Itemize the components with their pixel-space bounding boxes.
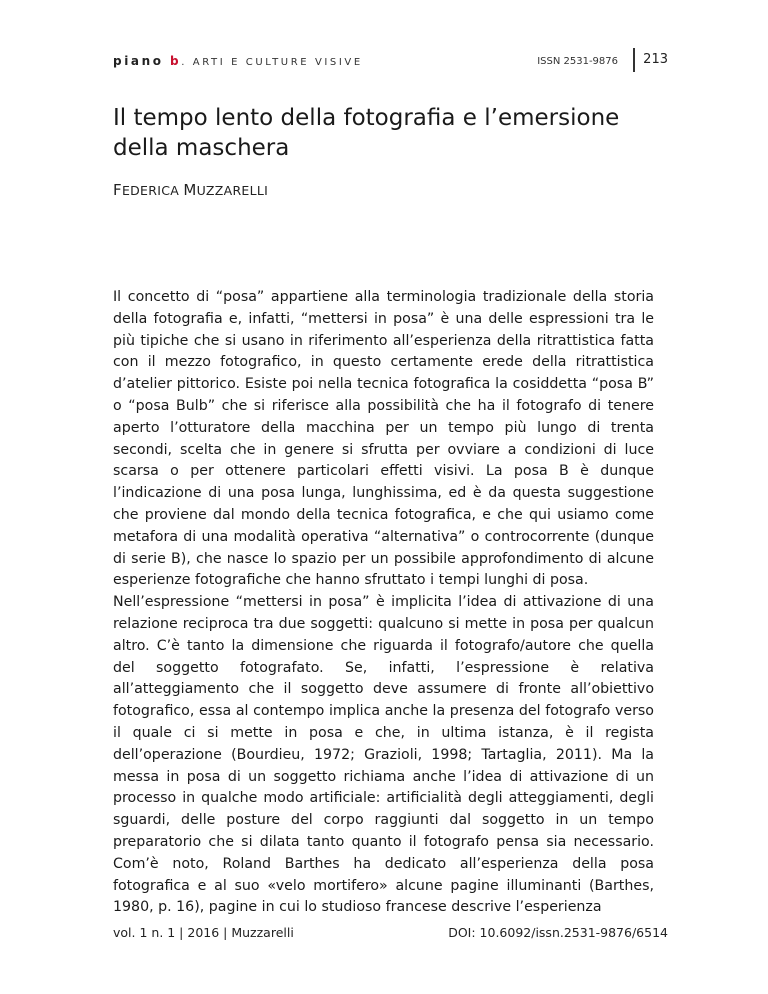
body-paragraph: Il concetto di “posa” appartiene alla terminologia tradizionale della storia della fotografia e, infatti, “mettersi in posa” è una delle espressioni tra le più tipiche che si usano in riferimento all’esperienza della ritrattistica fatta con il mezzo fotografico, in questo certamente erede della ritrattistica d’atelier pittorico. Esiste poi nella tecnica fotografica la cosiddetta “posa B” o “posa Bulb” che si riferisce alla possibilità che ha il fotografo di tenere aperto l’otturatore della macchina per un tempo più lungo di trenta secondi, scelta che in genere si sfrutta per ovviare a condizioni di luce scarsa o per ottenere particolari effetti visivi. La posa B è dunque l’indicazione di una posa lunga, lunghissima, ed è da questa suggestione che proviene dal mondo della tecnica fotografica, e che qui usiamo come metafora di una modalità operativa “alternativa” o controcorrente (dunque di serie B), che nasce lo spazio per un possibile approfondimento di alcune esperienze fotografiche che hanno sfruttato i tempi lunghi di posa.	[113, 289, 654, 589]
brand-b: b	[170, 54, 182, 68]
article-body	[113, 287, 654, 919]
brand-subtitle: . ARTI E CULTURE VISIVE	[181, 57, 363, 68]
issn: ISSN 2531-9876	[537, 56, 618, 67]
journal-brand	[113, 54, 363, 68]
page-number: 213	[643, 52, 668, 67]
author-name	[113, 181, 268, 199]
page-number-box	[633, 48, 668, 72]
running-header	[113, 48, 668, 74]
author-last-rest: UZZARELLI	[196, 183, 269, 198]
author-first-initial: F	[113, 181, 122, 199]
article-title: Il tempo lento della fotografia e l’emersione della maschera	[113, 105, 620, 161]
brand-piano: piano	[113, 54, 164, 68]
author-last-initial: M	[183, 181, 197, 199]
footer-doi: DOI: 10.6092/issn.2531-9876/6514	[448, 925, 668, 940]
author-first-rest: EDERICA	[121, 183, 184, 198]
footer-citation: vol. 1 n. 1 | 2016 | Muzzarelli	[113, 925, 294, 940]
body-paragraph: Nell’espressione “mettersi in posa” è implicita l’idea di attivazione di una relazione reciproca tra due soggetti: qualcuno si mette in posa per qualcun altro. C’è tanto la dimensione che riguarda il fotografo/autore che quella del soggetto fotografato. Se, infatti, l’espressione è relativa all’atteggiamento che il soggetto deve assumere di fronte all’obiettivo fotografico, essa al contempo implica anche la presenza del fotografo verso il quale ci si mette in posa e che, in ultima istanza, è il regista dell’operazione (Bourdieu, 1972; Grazioli, 1998; Tartaglia, 2011). Ma la messa in posa di un soggetto richiama anche l’idea di attivazione di un processo in qualche modo artificiale: artificialità degli atteggiamenti, degli sguardi, delle posture del corpo raggiunti dal soggetto in un tempo preparatorio che si dilata tanto quanto il fotografo pensa sia necessario. Com’è noto, Roland Barthes ha dedicato all’esperienza della posa fotografica e al suo «velo mortifero» alcune pagine illuminanti (Barthes, 1980, p. 16), pagine in cui lo studioso francese descrive l’esperienza	[113, 594, 654, 916]
